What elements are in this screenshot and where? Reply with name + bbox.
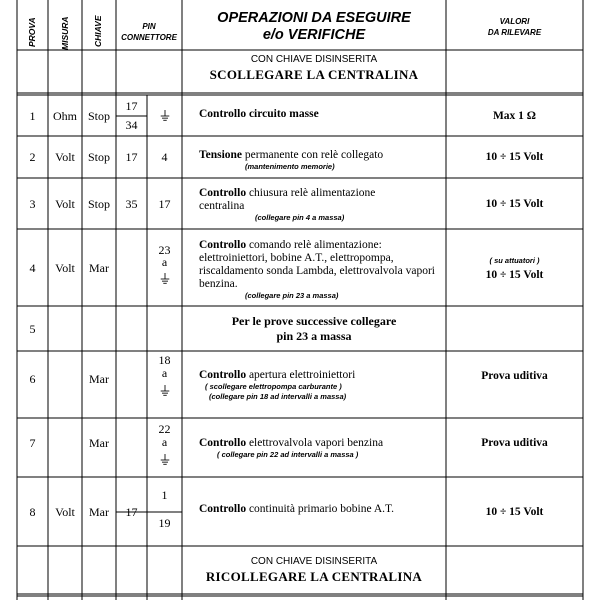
row8-pin2-bottom: 19: [158, 516, 171, 530]
row2-value: 10 ÷ 15 Volt: [485, 151, 544, 163]
ground-icon: [147, 383, 182, 399]
row3-chiave: Stop: [87, 196, 110, 211]
row3-operation: Controllo chiusura relè alimentazione centralina (collegare pin 4 a massa): [199, 187, 376, 222]
row4-pin2-a: a: [161, 255, 168, 269]
row6-value: Prova uditiva: [481, 370, 548, 382]
row2-prova: 2: [29, 150, 36, 164]
row1-value: Max 1 Ω: [492, 109, 537, 122]
row3-value: 10 ÷ 15 Volt: [485, 197, 544, 210]
row8-prova: 8: [29, 504, 36, 519]
row7-prova: 7: [29, 435, 36, 450]
ground-icon: [147, 452, 182, 468]
header-valori: VALORI: [499, 17, 530, 26]
top-section-title: SCOLLEGARE LA CENTRALINA: [209, 67, 419, 82]
row3-prova: 3: [29, 196, 36, 211]
row8-chiave: Mar: [89, 504, 109, 519]
row1-operation: Controllo circuito masse: [199, 108, 319, 120]
row7-chiave: Mar: [89, 435, 109, 450]
row7-value: Prova uditiva: [481, 437, 548, 449]
row6-chiave: Mar: [89, 371, 109, 386]
header-title-line1: OPERAZIONI DA ESEGUIRE: [217, 10, 411, 26]
row3-pin2: 17: [158, 196, 171, 211]
header-da-rilevare: DA RILEVARE: [487, 28, 542, 37]
row2-operation: Tensione permanente con relè collegato (mantenimento memorie): [199, 149, 384, 171]
row5-prova: 5: [29, 321, 36, 336]
bottom-section-note: CON CHIAVE DISINSERITA: [250, 556, 378, 567]
row2-misura: Volt: [55, 150, 75, 164]
row2-pin1: 17: [125, 150, 138, 164]
row2-chiave: Stop: [87, 150, 110, 164]
row3-pin1: 35: [125, 196, 138, 211]
row4-prova: 4: [29, 260, 36, 275]
row4-value: ( su attuatori ) 10 ÷ 15 Volt: [485, 256, 544, 281]
row4-chiave: Mar: [89, 260, 109, 275]
row7-operation: Controllo elettrovalvola vapori benzina ( collegare pin 22 ad intervalli a massa ): [199, 437, 384, 459]
ground-icon: [147, 95, 182, 136]
row4-operation: Controllo comando relè alimentazione: elettroiniettori, bobine A.T., elettropompa, riscaldamento sonda Lambda, elettrovalvola vapori benzina. (collegare pin 23 a massa): [199, 239, 435, 300]
top-section-note: CON CHIAVE DISINSERITA: [250, 54, 378, 65]
row6-pin2-a: a: [161, 366, 168, 380]
row1-pin1-top: 17: [125, 99, 138, 113]
header-misura: MISURA: [60, 16, 70, 50]
ground-icon: [147, 271, 182, 287]
row1-misura: Ohm: [53, 108, 77, 123]
row1-chiave: Stop: [87, 108, 110, 123]
row6-operation: Controllo apertura elettroiniettori ( scollegare elettropompa carburante ) (collegare pin 18 ad intervalli a massa): [199, 369, 356, 401]
row8-pin1: 17: [125, 504, 138, 519]
row5-instruction-line1: Per le prove successive collegare: [231, 313, 397, 328]
header-pin: PIN: [142, 22, 156, 31]
row1-pin1-bottom: 34: [125, 118, 138, 132]
row7-pin2-a: a: [161, 435, 168, 449]
header-chiave: CHIAVE: [93, 15, 103, 47]
row8-pin2-top: 1: [161, 488, 168, 502]
header-prova: PROVA: [27, 17, 37, 47]
row1-prova: 1: [29, 108, 36, 123]
row2-pin2: 4: [161, 150, 168, 164]
row6-prova: 6: [29, 371, 36, 386]
row8-value: 10 ÷ 15 Volt: [485, 505, 544, 518]
row4-pin2-num: 23: [158, 243, 171, 257]
header-connettore: CONNETTORE: [121, 33, 177, 42]
row6-pin2-num: 18: [158, 353, 171, 367]
header-title-line2: e/o VERIFICHE: [262, 27, 366, 43]
bottom-section-title: RICOLLEGARE LA CENTRALINA: [205, 569, 423, 584]
row8-operation: Controllo continuità primario bobine A.T.: [199, 503, 395, 515]
row4-misura: Volt: [55, 260, 75, 275]
row3-misura: Volt: [55, 196, 75, 211]
row8-misura: Volt: [55, 504, 75, 519]
row5-instruction-line2: pin 23 a massa: [276, 328, 352, 343]
row7-pin2-num: 22: [158, 422, 171, 436]
